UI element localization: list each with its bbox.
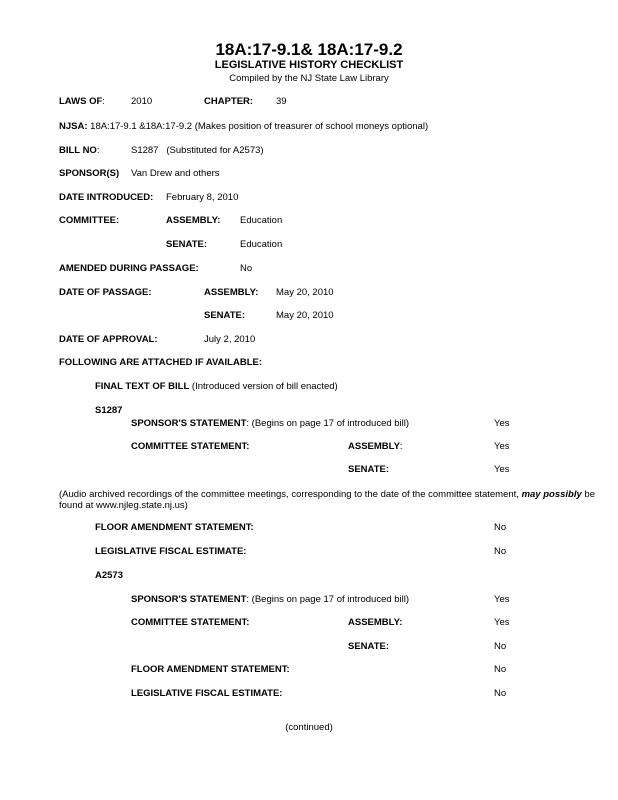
continued-note: (continued) [285, 722, 333, 733]
sponsor-value: Van Drew and others [131, 168, 220, 179]
bill-no-row [59, 146, 99, 156]
a2573-fiscal-label: LEGISLATIVE FISCAL ESTIMATE: [131, 688, 283, 699]
s1287-assembly-colon: : [399, 441, 403, 452]
a2573-assembly-value: Yes [494, 617, 510, 628]
attached-heading: FOLLOWING ARE ATTACHED IF AVAILABLE: [59, 357, 262, 368]
laws-of-colon: : [102, 96, 105, 107]
njsa-value: 18A:17-9.1 &18A:17-9.2 (Makes position of treasurer of school moneys optional) [87, 121, 429, 132]
audio-note [59, 489, 604, 511]
njsa-row [59, 122, 428, 132]
s1287-sponsor-row [131, 419, 409, 429]
amended-value: No [240, 263, 253, 274]
floor-amendment-label: FLOOR AMENDMENT STATEMENT: [95, 522, 254, 533]
a2573-sponsor-row [131, 595, 409, 605]
s1287-assembly-value: Yes [494, 441, 510, 452]
page-subtitle: LEGISLATIVE HISTORY CHECKLIST [214, 59, 404, 71]
committee-senate-label: SENATE: [166, 239, 207, 250]
fiscal-estimate-label: LEGISLATIVE FISCAL ESTIMATE: [95, 546, 247, 557]
a2573-sponsor-note: : (Begins on page 17 of introduced bill) [246, 594, 410, 605]
compiled-by: Compiled by the NJ State Law Library [229, 73, 389, 84]
a2573-assembly-label: ASSEMBLY: [348, 617, 403, 628]
s1287-senate-label: SENATE: [348, 464, 389, 475]
passage-label: DATE OF PASSAGE: [59, 287, 152, 298]
passage-senate-label: SENATE: [204, 310, 245, 321]
fiscal-estimate-value: No [494, 546, 507, 557]
bill-no-colon: : [96, 145, 100, 156]
chapter-label: CHAPTER: [204, 96, 254, 107]
njsa-label: NJSA: [59, 121, 88, 132]
committee-label: COMMITTEE: [59, 215, 120, 226]
final-text-note: (Introduced version of bill enacted) [189, 381, 338, 392]
laws-of-row [59, 97, 105, 107]
bill-no-value: S1287 (Substituted for A2573) [131, 145, 264, 156]
a2573-sponsor-value: Yes [494, 594, 510, 605]
passage-senate-value: May 20, 2010 [276, 310, 334, 321]
amended-label: AMENDED DURING PASSAGE: [59, 263, 199, 274]
committee-senate-value: Education [240, 239, 283, 250]
audio-note-text1: (Audio archived recordings of the committee meetings, corresponding to the date of the committee statement, [59, 489, 522, 500]
a2573-committee-label: COMMITTEE STATEMENT: [131, 617, 250, 628]
date-introduced-label: DATE INTRODUCED: [59, 192, 154, 203]
passage-assembly-label: ASSEMBLY: [204, 287, 259, 298]
s1287-senate-value: Yes [494, 464, 510, 475]
bill-no-label: BILL NO [59, 145, 97, 156]
audio-note-emphasis: may possibly [521, 489, 582, 500]
s1287-sponsor-note: : (Begins on page 17 of introduced bill) [246, 418, 410, 429]
s1287-heading: S1287 [95, 405, 123, 416]
final-text-row [95, 382, 338, 392]
chapter-value: 39 [276, 96, 287, 107]
page-title: 18A:17-9.1& 18A:17-9.2 [215, 40, 403, 59]
s1287-assembly-label: ASSEMBLY [348, 441, 400, 452]
a2573-floor-label: FLOOR AMENDMENT STATEMENT: [131, 664, 290, 675]
s1287-committee-label: COMMITTEE STATEMENT: [131, 441, 250, 452]
s1287-assembly-row [348, 442, 403, 452]
a2573-senate-label: SENATE: [348, 641, 389, 652]
a2573-fiscal-value: No [494, 688, 507, 699]
a2573-floor-value: No [494, 664, 507, 675]
committee-assembly-label: ASSEMBLY: [166, 215, 221, 226]
a2573-sponsor-label: SPONSOR'S STATEMENT [131, 594, 247, 605]
laws-of-label: LAWS OF [59, 96, 103, 107]
floor-amendment-value: No [494, 522, 507, 533]
final-text-label: FINAL TEXT OF BILL [95, 381, 190, 392]
committee-assembly-value: Education [240, 215, 283, 226]
audio-note-text2: be found at www.njleg.state.nj.us) [59, 489, 595, 511]
sponsor-label: SPONSOR(S) [59, 168, 120, 179]
approval-value: July 2, 2010 [204, 334, 256, 345]
s1287-sponsor-value: Yes [494, 418, 510, 429]
approval-label: DATE OF APPROVAL: [59, 334, 158, 345]
date-introduced-value: February 8, 2010 [166, 192, 239, 203]
passage-assembly-value: May 20, 2010 [276, 287, 334, 298]
a2573-heading: A2573 [95, 570, 123, 581]
a2573-senate-value: No [494, 641, 507, 652]
laws-of-year: 2010 [131, 96, 153, 107]
s1287-sponsor-label: SPONSOR'S STATEMENT [131, 418, 247, 429]
